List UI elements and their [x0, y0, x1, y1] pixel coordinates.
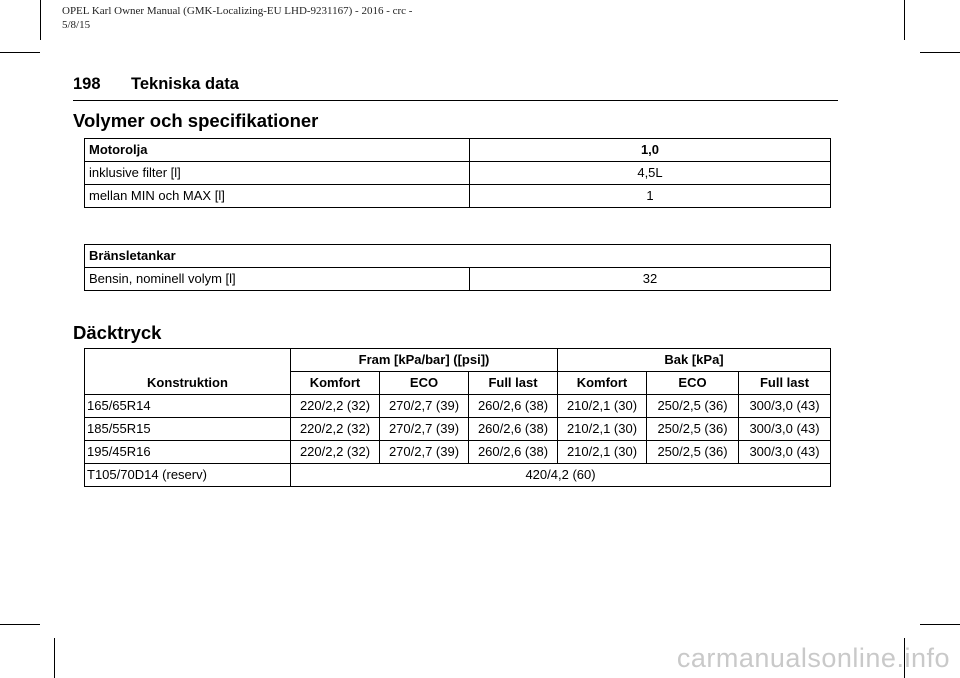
table-header-cell: Bak [kPa] [558, 349, 831, 372]
page-number: 198 [73, 75, 101, 93]
table-header-cell: Komfort [291, 372, 380, 395]
table-header-cell: Komfort [558, 372, 647, 395]
crop-mark [40, 0, 41, 40]
crop-mark [54, 638, 55, 678]
table-cell: 300/3,0 (43) [739, 441, 831, 464]
table-cell: T105/70D14 (reserv) [85, 464, 291, 487]
table-cell: 195/45R16 [85, 441, 291, 464]
table-row [85, 418, 831, 441]
table-row [85, 464, 831, 487]
section-title-tire-pressure: Däcktryck [73, 322, 162, 343]
table-header-row [85, 245, 831, 268]
table-row [85, 441, 831, 464]
table-cell: 220/2,2 (32) [291, 395, 380, 418]
crop-mark [920, 52, 960, 53]
table-cell: 260/2,6 (38) [469, 418, 558, 441]
crop-mark [904, 0, 905, 40]
table-cell: 270/2,7 (39) [380, 395, 469, 418]
table-cell: 250/2,5 (36) [647, 441, 739, 464]
table-cell: 210/2,1 (30) [558, 395, 647, 418]
table-cell: 220/2,2 (32) [291, 418, 380, 441]
document-header-line: OPEL Karl Owner Manual (GMK-Localizing-EU LHD-9231167) - 2016 - crc - [62, 5, 413, 17]
table-cell: 185/55R15 [85, 418, 291, 441]
table-cell: 220/2,2 (32) [291, 441, 380, 464]
document-header-line: 5/8/15 [62, 19, 91, 31]
table-header-cell: Full last [739, 372, 831, 395]
table-cell: 250/2,5 (36) [647, 395, 739, 418]
tire-pressure-table [84, 348, 831, 487]
table-cell: 250/2,5 (36) [647, 418, 739, 441]
chapter-title: Tekniska data [131, 75, 239, 93]
section-title-volumes: Volymer och specifikationer [73, 110, 319, 131]
crop-mark [0, 624, 40, 625]
table-header-row [85, 349, 831, 372]
table-cell: 420/4,2 (60) [291, 464, 831, 487]
crop-mark [920, 624, 960, 625]
table-header-cell: Bränsletankar [85, 245, 831, 268]
table-header-cell: ECO [380, 372, 469, 395]
table-row [85, 268, 831, 291]
table-cell: Bensin, nominell volym [l] [85, 268, 470, 291]
table-cell: 210/2,1 (30) [558, 441, 647, 464]
engine-oil-table [84, 138, 831, 208]
table-header-cell: 1,0 [470, 139, 831, 162]
document-header [62, 4, 412, 32]
table-cell: 270/2,7 (39) [380, 441, 469, 464]
watermark: carmanualsonline.info [676, 643, 950, 673]
table-header-cell: ECO [647, 372, 739, 395]
table-row [85, 395, 831, 418]
table-header-cell: Fram [kPa/bar] ([psi]) [291, 349, 558, 372]
table-header-row [85, 139, 831, 162]
running-head [73, 74, 838, 101]
table-header-cell: Motorolja [85, 139, 470, 162]
table-cell: mellan MIN och MAX [l] [85, 185, 470, 208]
table-header-cell: Konstruktion [85, 349, 291, 395]
fuel-tank-table [84, 244, 831, 291]
crop-mark [0, 52, 40, 53]
table-cell: 260/2,6 (38) [469, 395, 558, 418]
table-cell: 1 [470, 185, 831, 208]
table-cell: 4,5L [470, 162, 831, 185]
table-cell: 260/2,6 (38) [469, 441, 558, 464]
table-row [85, 185, 831, 208]
table-cell: 300/3,0 (43) [739, 395, 831, 418]
table-cell: inklusive filter [l] [85, 162, 470, 185]
table-cell: 300/3,0 (43) [739, 418, 831, 441]
table-cell: 32 [470, 268, 831, 291]
table-cell: 165/65R14 [85, 395, 291, 418]
table-row [85, 162, 831, 185]
table-cell: 270/2,7 (39) [380, 418, 469, 441]
table-header-cell: Full last [469, 372, 558, 395]
table-cell: 210/2,1 (30) [558, 418, 647, 441]
